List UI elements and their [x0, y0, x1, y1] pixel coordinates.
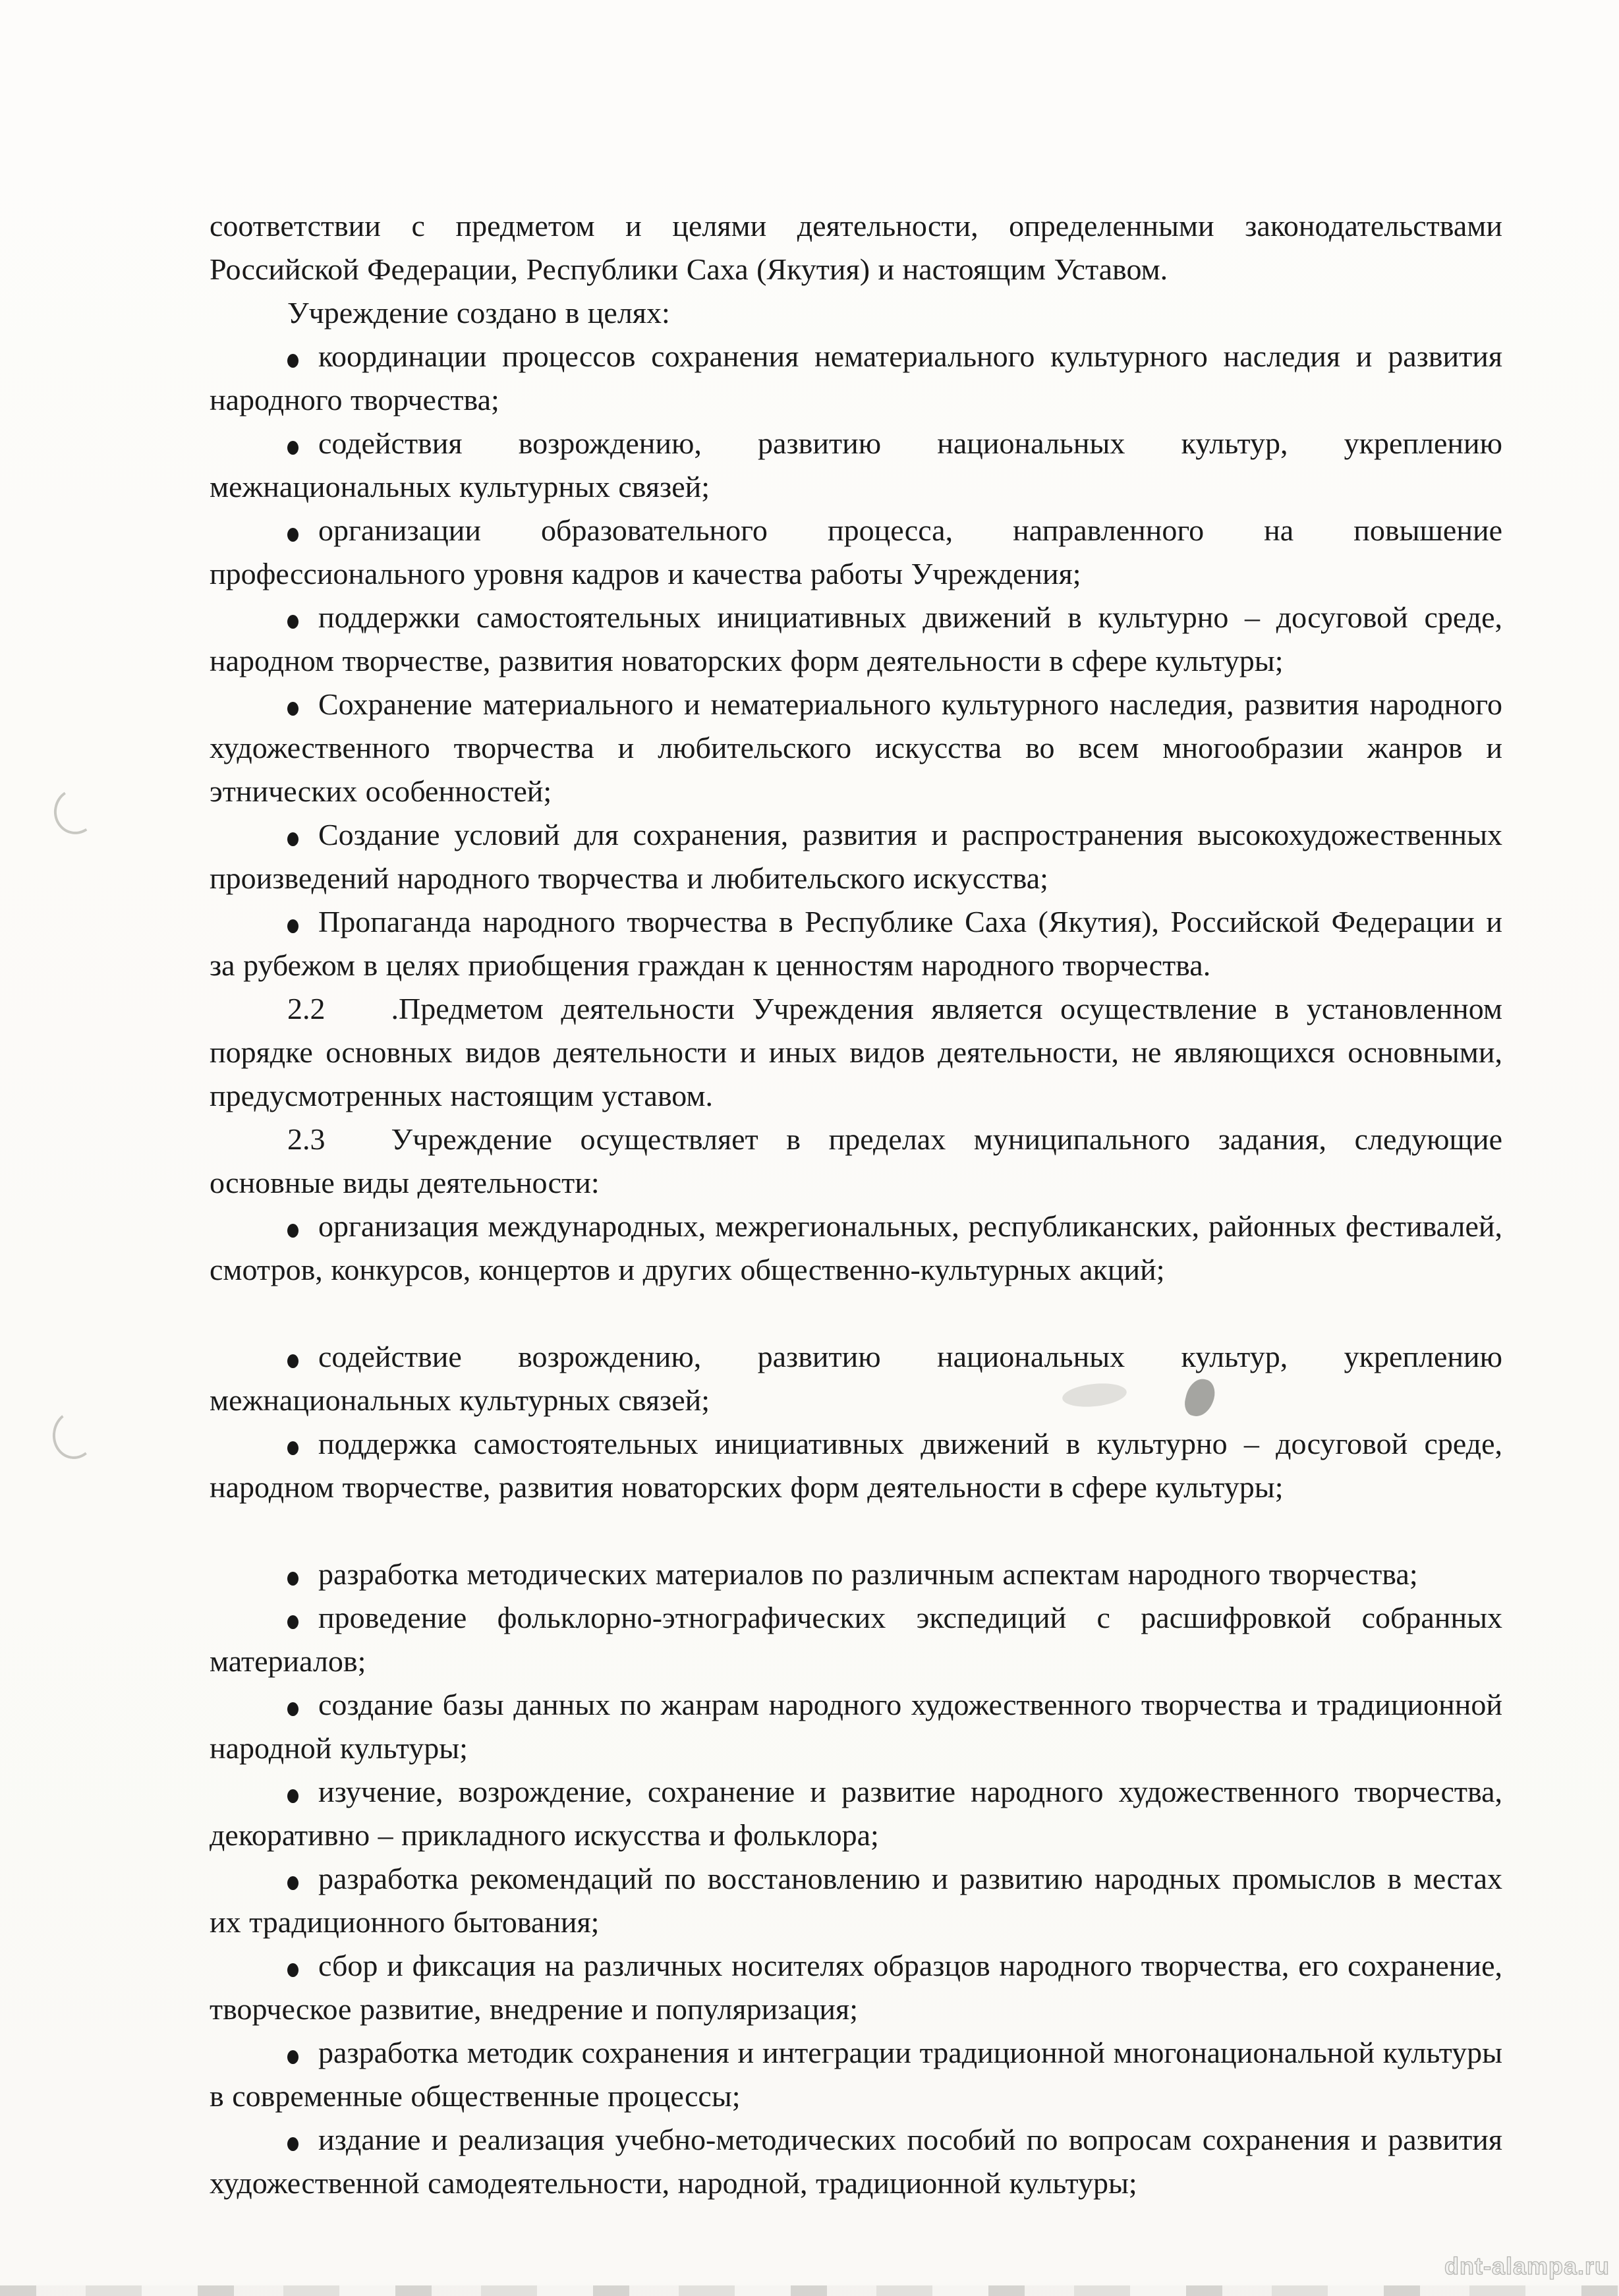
bullet-item	[210, 1683, 1502, 1770]
bullet-text: сбор и фиксация на различных носителях образцов народного творчества, его сохранение, творческое развитие, внедрение и популяризация;	[210, 1949, 1502, 2026]
paragraph: Учреждение создано в целях:	[287, 296, 670, 330]
bullet-item	[210, 335, 1502, 422]
bullet-icon	[287, 1441, 298, 1455]
bullet-text: координации процессов сохранения нематериального культурного наследия и развития народного творчества;	[210, 339, 1502, 416]
bullet-item	[210, 1335, 1502, 1422]
bullet-icon	[287, 702, 298, 716]
bullet-item	[210, 900, 1502, 987]
bullet-item	[210, 1553, 1502, 1596]
bullet-text: Сохранение материального и нематериального культурного наследия, развития народного художественного творчества и любительского искусства во всем многообразии жанров и этнических особенностей;	[210, 687, 1502, 808]
bullet-icon	[287, 441, 298, 455]
bullet-text: организация международных, межрегиональных, республиканских, районных фестивалей, смотров, конкурсов, концертов и других общественно-культурных акций;	[210, 1209, 1502, 1286]
bullet-text: издание и реализация учебно-методических пособий по вопросам сохранения и развития художественной самодеятельности, народной, традиционной культуры;	[210, 2123, 1502, 2200]
paragraph-text: .Предметом деятельности Учреждения является осуществление в установленном порядке основных видов деятельности и иных видов деятельности, не являющихся основными, предусмотренных настоящим уставом.	[210, 992, 1502, 1112]
bullet-item	[210, 813, 1502, 900]
bullet-text: Создание условий для сохранения, развития и распространения высокохудожественных произведений народного творчества и любительского искусства;	[210, 818, 1502, 895]
bullet-text: организации образовательного процесса, направленного на повышение профессионального уровня кадров и качества работы Учреждения;	[210, 513, 1502, 590]
section-number: 2.3	[287, 1122, 326, 1156]
bullet-text: разработка методик сохранения и интеграции традиционной многонациональной культуры в современные общественные процессы;	[210, 2036, 1502, 2113]
bullet-item	[210, 509, 1502, 596]
bullet-icon	[287, 1702, 298, 1716]
bullet-item	[210, 596, 1502, 683]
bullet-item	[210, 1857, 1502, 1944]
bullet-text: разработка рекомендаций по восстановлению и развитию народных промыслов в местах их традиционного бытования;	[210, 1862, 1502, 1939]
bullet-icon	[287, 2137, 298, 2151]
bullet-item	[210, 1944, 1502, 2031]
bullet-icon	[287, 1789, 298, 1803]
numbered-paragraph	[210, 1118, 1502, 1205]
bullet-icon	[287, 354, 298, 368]
bullet-item	[210, 1770, 1502, 1857]
bullet-icon	[287, 1354, 298, 1368]
scan-edge-shadow	[0, 2285, 1619, 2296]
bullet-text: содействия возрождению, развитию национальных культур, укреплению межнациональных культурных связей;	[210, 426, 1502, 503]
bullet-text: поддержки самостоятельных инициативных движений в культурно – досуговой среде, народном творчестве, развития новаторских форм деятельности в сфере культуры;	[210, 600, 1502, 677]
bullet-item	[210, 1205, 1502, 1292]
bullet-text: поддержка самостоятельных инициативных движений в культурно – досуговой среде, народном творчестве, развития новаторских форм деятельности в сфере культуры;	[210, 1427, 1502, 1504]
section-number: 2.2	[287, 992, 326, 1025]
bullet-item	[210, 683, 1502, 813]
bullet-icon	[287, 2050, 298, 2064]
bullet-icon	[287, 1963, 298, 1977]
bullet-icon	[287, 832, 298, 846]
watermark-url: dnt-alampa.ru	[1444, 2253, 1610, 2280]
bullet-icon	[287, 1615, 298, 1629]
bullet-text: создание базы данных по жанрам народного художественного творчества и традиционной народной культуры;	[210, 1688, 1502, 1765]
bullet-icon	[287, 1572, 298, 1586]
bullet-icon	[287, 919, 298, 933]
bullet-item	[210, 2031, 1502, 2118]
pencil-mark	[49, 1408, 99, 1462]
numbered-paragraph	[210, 987, 1502, 1118]
bullet-icon	[287, 528, 298, 542]
bullet-item	[210, 2118, 1502, 2205]
bullet-item	[210, 422, 1502, 509]
paragraph: соответствии с предметом и целями деятельности, определенными законодательствами Российской Федерации, Республики Саха (Якутия) и настоящим Уставом.	[210, 209, 1502, 286]
bullet-item	[210, 1422, 1502, 1509]
paragraph-text: Учреждение осуществляет в пределах муниципального задания, следующие основные виды деятельности:	[210, 1122, 1502, 1199]
bullet-text: проведение фольклорно-этнографических экспедиций с расшифровкой собранных материалов;	[210, 1601, 1502, 1678]
bullet-item	[210, 1596, 1502, 1683]
bullet-icon	[287, 1876, 298, 1890]
bullet-icon	[287, 1224, 298, 1238]
bullet-text: разработка методических материалов по различным аспектам народного творчества;	[318, 1557, 1418, 1591]
bullet-text: изучение, возрождение, сохранение и развитие народного художественного творчества, декоративно – прикладного искусства и фольклора;	[210, 1775, 1502, 1852]
pencil-mark	[49, 784, 101, 838]
bullet-icon	[287, 615, 298, 629]
bullet-text: Пропаганда народного творчества в Республике Саха (Якутия), Российской Федерации и за рубежом в целях приобщения граждан к ценностям народного творчества.	[210, 905, 1502, 982]
bullet-text: содействие возрождению, развитию национальных культур, укреплению межнациональных культурных связей;	[210, 1340, 1502, 1417]
document-body	[210, 204, 1502, 2205]
